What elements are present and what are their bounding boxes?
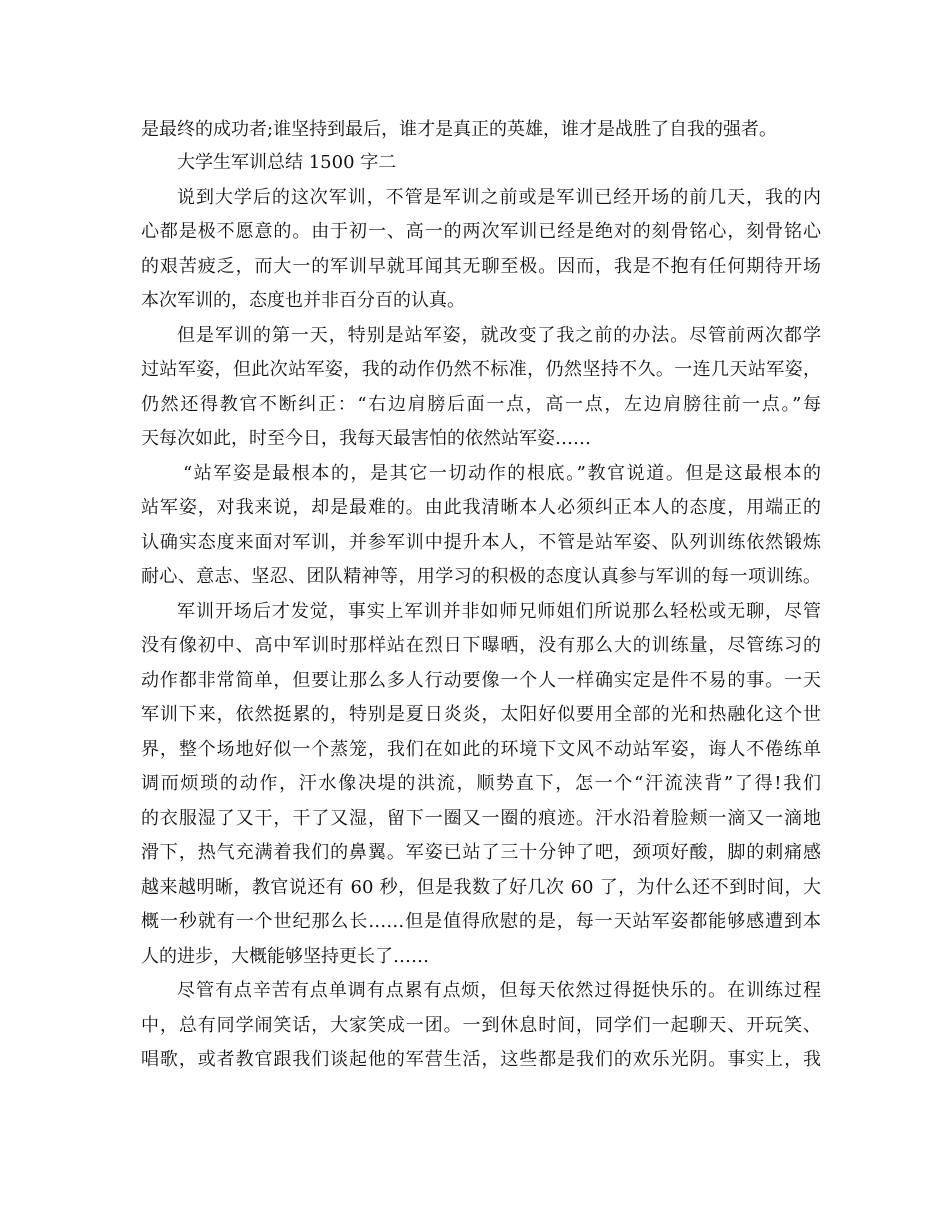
paragraph-line: 过站军姿，但此次站军姿，我的动作仍然不标准，仍然坚持不久。一连几天站军姿，: [141, 359, 821, 380]
paragraph-line: 仍然还得教官不断纠正：“右边肩膀后面一点，高一点，左边肩膀往前一点。”每: [141, 394, 821, 415]
paragraph-line: 中，总有同学闹笑话，大家笑成一团。一到休息时间，同学们一起聊天、开玩笑、: [141, 1015, 821, 1036]
paragraph-line: 的艰苦疲乏，而大一的军训早就耳闻其无聊至极。因而，我是不抱有任何期待开场: [141, 256, 821, 277]
paragraph-line: 心都是极不愿意的。由于初一、高一的两次军训已经是绝对的刻骨铭心，刻骨铭心: [141, 221, 821, 242]
paragraph-line: 人的进步，大概能够坚持更长了……: [141, 946, 429, 967]
paragraph-line: 概一秒就有一个世纪那么长……但是值得欣慰的是，每一天站军姿都能够感遭到本: [141, 911, 821, 932]
paragraph-line: 滑下，热气充满着我们的鼻翼。军姿已站了三十分钟了吧，颈项好酸，脚的刺痛感: [141, 842, 821, 863]
paragraph-line: 没有像初中、高中军训时那样站在烈日下曝晒，没有那么大的训练量，尽管练习的: [141, 635, 821, 656]
paragraph-line: 站军姿，对我来说，却是最难的。由此我清晰本人必须纠正本人的态度，用端正的: [141, 497, 821, 518]
paragraph-line: 说到大学后的这次军训，不管是军训之前或是军训已经开场的前几天，我的内: [177, 187, 821, 208]
paragraph-line: 越来越明晰，教官说还有 60 秒，但是我数了好几次 60 了，为什么还不到时间，大: [141, 877, 821, 898]
paragraph-line: 调而烦琐的动作，汗水像决堤的洪流，顺势直下，怎一个“汗流浃背”了得!我们: [141, 773, 821, 794]
paragraph-line: 军训下来，依然挺累的，特别是夏日炎炎，太阳好似要用全部的光和热融化这个世: [141, 704, 821, 725]
paragraph-line: 但是军训的第一天，特别是站军姿，就改变了我之前的办法。尽管前两次都学: [177, 325, 821, 346]
paragraph-line: 动作都非常简单，但要让那么多人行动要像一个人一样确实定是件不易的事。一天: [141, 670, 821, 691]
paragraph-line: 耐心、意志、坚忍、团队精神等，用学习的积极的态度认真参与军训的每一项训练。: [141, 566, 821, 587]
paragraph-line: 尽管有点辛苦有点单调有点累有点烦，但每天依然过得挺快乐的。在训练过程: [177, 980, 821, 1001]
paragraph-line: 的衣服湿了又干，干了又湿，留下一圈又一圈的痕迹。汗水沿着脸颊一滴又一滴地: [141, 808, 821, 829]
paragraph-line: 天每次如此，时至今日，我每天最害怕的依然站军姿……: [141, 428, 591, 449]
paragraph-line: 界，整个场地好似一个蒸笼，我们在如此的环境下文风不动站军姿，诲人不倦练单: [141, 739, 821, 760]
paragraph-line: 军训开场后才发觉，事实上军训并非如师兄师姐们所说那么轻松或无聊，尽管: [177, 601, 821, 622]
paragraph-line: 是最终的成功者;谁坚持到最后，谁才是真正的英雄，谁才是战胜了自我的强者。: [141, 119, 778, 140]
paragraph-line: 本次军训的，态度也并非百分百的认真。: [141, 290, 465, 311]
paragraph-line: “站军姿是最根本的，是其它一切动作的根底。”教官说道。但是这最根本的: [183, 463, 821, 484]
paragraph-line: 认确实态度来面对军训，并参军训中提升本人，不管是站军姿、队列训练依然锻炼: [141, 532, 821, 553]
section-heading: 大学生军训总结 1500 字二: [177, 152, 397, 173]
paragraph-line: 唱歌，或者教官跟我们谈起他的军营生活，这些都是我们的欢乐光阴。事实上，我: [141, 1049, 821, 1070]
